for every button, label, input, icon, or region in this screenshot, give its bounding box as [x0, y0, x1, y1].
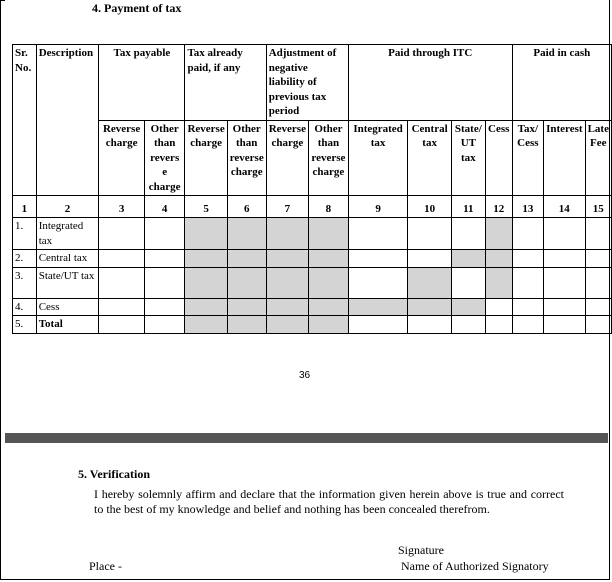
shaded-cell: [266, 267, 308, 298]
row-description: State/UT tax: [36, 267, 99, 298]
row-description: Total: [36, 316, 99, 334]
table-cell[interactable]: [144, 316, 185, 334]
shaded-cell: [266, 250, 308, 268]
column-number: 1: [13, 196, 37, 218]
row-sr: 4.: [13, 298, 37, 316]
place-label: Place -: [89, 559, 122, 573]
shaded-cell: [266, 298, 308, 316]
shaded-cell: [308, 267, 348, 298]
shaded-cell: [485, 218, 512, 250]
table-row: [13, 316, 612, 334]
table-cell[interactable]: [408, 218, 452, 250]
column-number: 11: [451, 196, 485, 218]
row-sr: 2.: [13, 250, 37, 268]
shaded-cell: [451, 298, 485, 316]
row-description: Integrated tax: [36, 218, 99, 250]
column-number: 9: [348, 196, 407, 218]
table-cell[interactable]: [451, 218, 485, 250]
table-cell[interactable]: [544, 298, 585, 316]
header-description: Description: [36, 45, 99, 196]
shaded-cell: [227, 218, 266, 250]
subheader-cess: Cess: [485, 120, 512, 196]
table-cell[interactable]: [585, 316, 611, 334]
shaded-cell: [185, 316, 227, 334]
verification-text: I hereby solemnly affirm and declare that the information given herein above is true and correct to the best of my knowledge and belief and nothing has been concealed therefrom.: [94, 487, 564, 516]
shaded-cell: [485, 267, 512, 298]
shaded-cell: [185, 250, 227, 268]
signature-label: Signature: [398, 543, 444, 557]
shaded-cell: [266, 218, 308, 250]
shaded-cell: [227, 267, 266, 298]
shaded-cell: [308, 316, 348, 334]
column-number: 2: [36, 196, 99, 218]
table-cell[interactable]: [485, 316, 512, 334]
column-number-row: [13, 196, 612, 218]
subheader-other-than-reverse-charge: Other than reverse charge: [308, 120, 348, 196]
subheader-reverse-charge: Reverse charge: [266, 120, 308, 196]
subheader-reverse-charge: Reverse charge: [185, 120, 227, 196]
table-cell[interactable]: [99, 316, 145, 334]
table-cell[interactable]: [99, 298, 145, 316]
column-number: 15: [585, 196, 611, 218]
table-cell[interactable]: [348, 267, 407, 298]
row-sr: 3.: [13, 267, 37, 298]
table-cell[interactable]: [544, 316, 585, 334]
payment-of-tax-table: [12, 44, 612, 334]
table-cell[interactable]: [99, 267, 145, 298]
header-row-main: [13, 45, 612, 121]
shaded-cell: [348, 298, 407, 316]
row-description: Cess: [36, 298, 99, 316]
header-paid-through-itc: Paid through ITC: [348, 45, 512, 121]
shaded-cell: [185, 267, 227, 298]
table-cell[interactable]: [144, 250, 185, 268]
shaded-cell: [451, 250, 485, 268]
table-cell[interactable]: [512, 250, 543, 268]
subheader-tax-cess: Tax/ Cess: [512, 120, 543, 196]
table-cell[interactable]: [144, 218, 185, 250]
column-number: 14: [544, 196, 585, 218]
column-number: 7: [266, 196, 308, 218]
table-cell[interactable]: [144, 267, 185, 298]
header-adjustment: Adjustment of negative liability of previous tax period: [266, 45, 348, 121]
verification-title: 5. Verification: [78, 467, 150, 481]
shaded-cell: [308, 250, 348, 268]
table-cell[interactable]: [99, 250, 145, 268]
row-sr: 5.: [13, 316, 37, 334]
subheader-integrated-tax: Integrated tax: [348, 120, 407, 196]
page-number: 36: [299, 370, 311, 381]
table-cell[interactable]: [585, 267, 611, 298]
table-cell[interactable]: [451, 316, 485, 334]
table-cell[interactable]: [544, 250, 585, 268]
subheader-reverse-charge: Reverse charge: [99, 120, 145, 196]
table-cell[interactable]: [451, 267, 485, 298]
table-cell[interactable]: [544, 267, 585, 298]
table-cell[interactable]: [99, 218, 145, 250]
table-cell[interactable]: [512, 267, 543, 298]
shaded-cell: [266, 316, 308, 334]
signatory-name-label: Name of Authorized Signatory: [401, 559, 549, 573]
table-cell[interactable]: [485, 298, 512, 316]
table-row: [13, 218, 612, 250]
table-cell[interactable]: [585, 298, 611, 316]
column-number: 6: [227, 196, 266, 218]
table-cell[interactable]: [408, 250, 452, 268]
table-cell[interactable]: [512, 218, 543, 250]
shaded-cell: [185, 218, 227, 250]
table-row: [13, 250, 612, 268]
table-cell[interactable]: [348, 316, 407, 334]
shaded-cell: [308, 218, 348, 250]
shaded-cell: [485, 250, 512, 268]
column-number: 3: [99, 196, 145, 218]
table-cell[interactable]: [585, 218, 611, 250]
shaded-cell: [227, 250, 266, 268]
shaded-cell: [185, 298, 227, 316]
header-paid-in-cash: Paid in cash: [512, 45, 611, 121]
table-cell[interactable]: [512, 316, 543, 334]
table-cell[interactable]: [408, 316, 452, 334]
column-number: 12: [485, 196, 512, 218]
table-cell[interactable]: [348, 218, 407, 250]
table-row: [13, 267, 612, 298]
subheader-interest: Interest: [544, 120, 585, 196]
header-tax-payable: Tax payable: [99, 45, 185, 121]
shaded-cell: [408, 267, 452, 298]
subheader-central-tax: Central tax: [408, 120, 452, 196]
table-cell[interactable]: [144, 298, 185, 316]
column-number: 13: [512, 196, 543, 218]
table-cell[interactable]: [544, 218, 585, 250]
shaded-cell: [227, 316, 266, 334]
shaded-cell: [308, 298, 348, 316]
column-number: 10: [408, 196, 452, 218]
subheader-other-than-reverse-charge: Other than reverse charge: [227, 120, 266, 196]
table-cell[interactable]: [348, 250, 407, 268]
table-cell[interactable]: [512, 298, 543, 316]
column-number: 5: [185, 196, 227, 218]
section-title: 4. Payment of tax: [92, 1, 182, 15]
table-cell[interactable]: [585, 250, 611, 268]
page-separator: [5, 433, 608, 443]
table-row: [13, 298, 612, 316]
subheader-state-ut-tax: State/ UT tax: [451, 120, 485, 196]
shaded-cell: [227, 298, 266, 316]
column-number: 4: [144, 196, 185, 218]
row-description: Central tax: [36, 250, 99, 268]
header-sr-no: Sr. No.: [13, 45, 37, 196]
header-tax-already-paid: Tax already paid, if any: [185, 45, 266, 121]
header-row-sub: [13, 120, 612, 196]
subheader-late-fee: Late Fee: [585, 120, 611, 196]
column-number: 8: [308, 196, 348, 218]
subheader-other-than-reverse-charge: Other than revers e charge: [144, 120, 185, 196]
row-sr: 1.: [13, 218, 37, 250]
shaded-cell: [408, 298, 452, 316]
